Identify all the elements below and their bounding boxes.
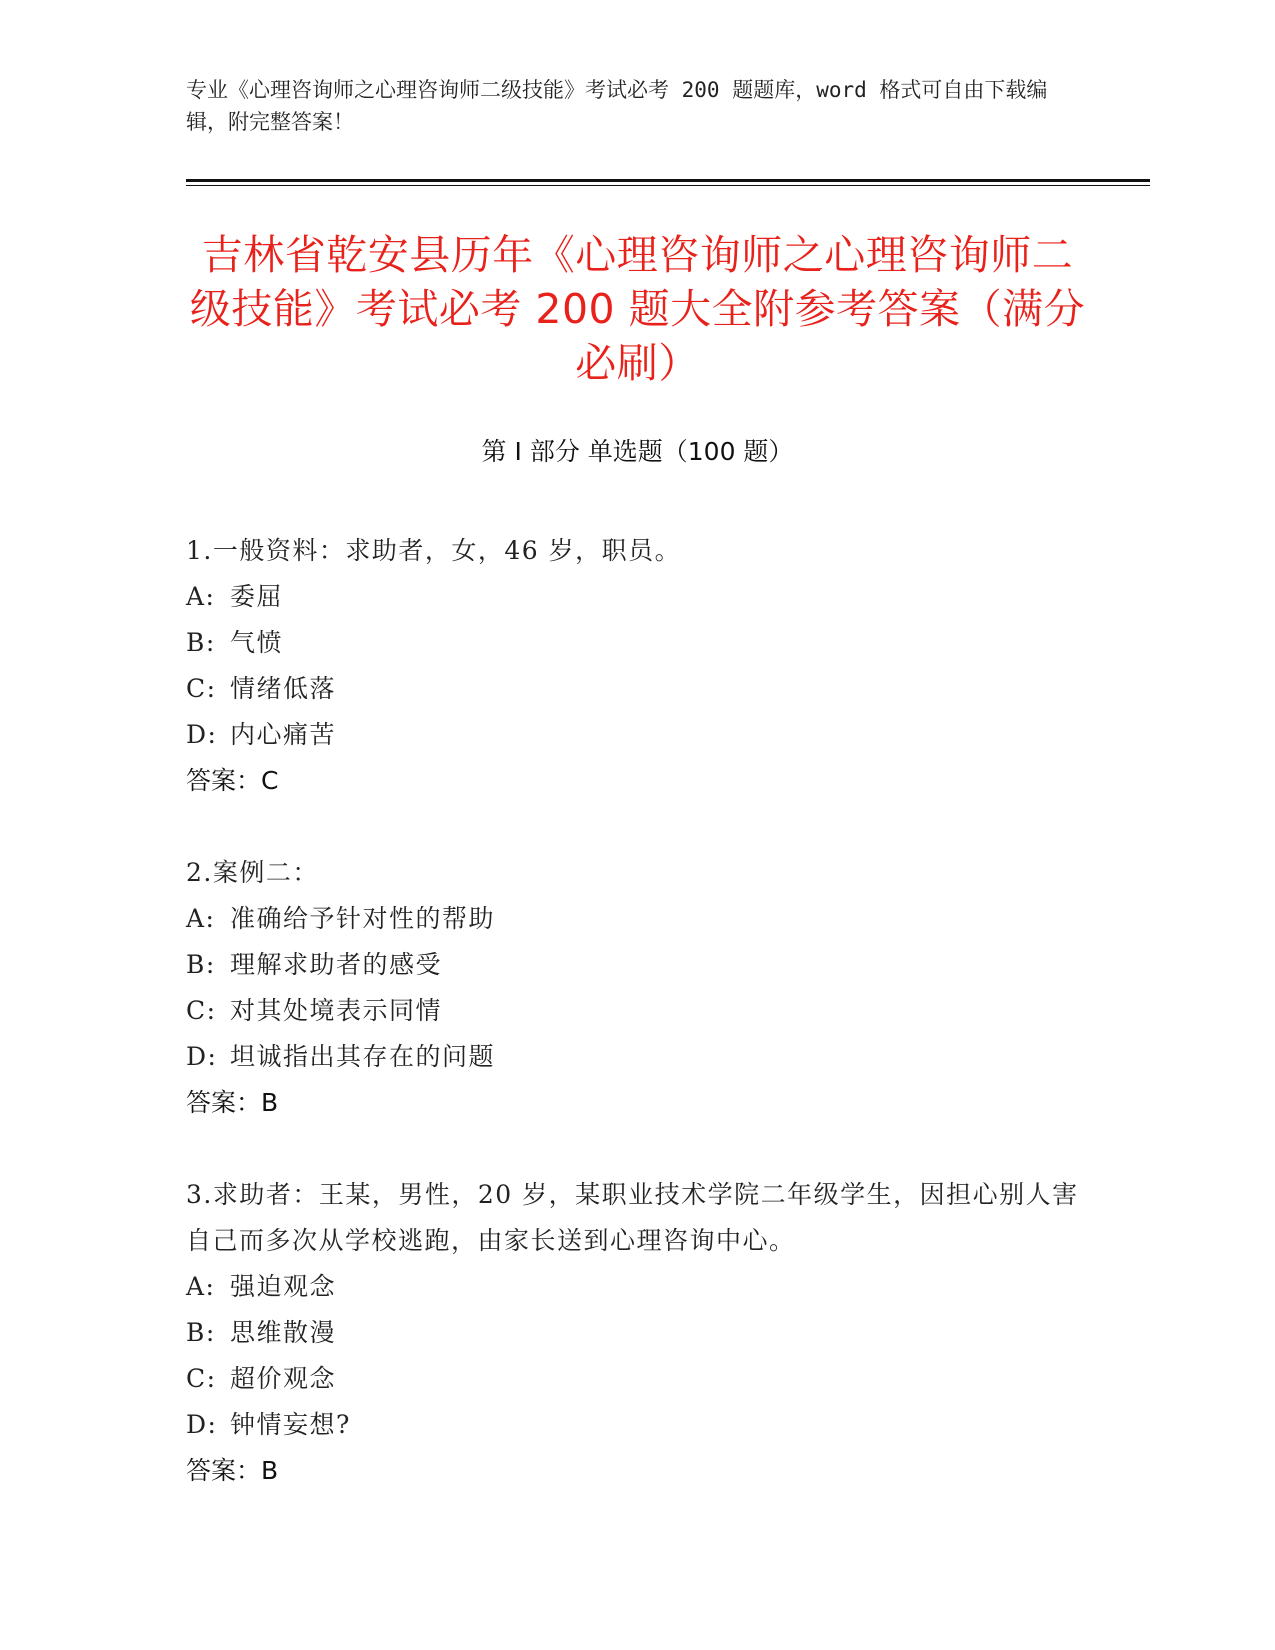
question-stem: 1.一般资料：求助者，女，46 岁，职员。 bbox=[186, 536, 682, 565]
option-d bbox=[186, 1402, 1086, 1448]
option-text: 内心痛苦 bbox=[230, 720, 337, 749]
option-text: 委屈 bbox=[230, 582, 284, 611]
question-item bbox=[186, 1172, 1086, 1494]
option-text: 对其处境表示同情 bbox=[230, 996, 443, 1025]
option-text: 超价观念 bbox=[230, 1364, 337, 1393]
question-list bbox=[186, 528, 1086, 1540]
option-letter: C: bbox=[186, 996, 217, 1025]
answer-line: 答案：B bbox=[186, 1456, 279, 1485]
option-a bbox=[186, 574, 1086, 620]
option-text: 钟情妄想? bbox=[230, 1410, 351, 1439]
header-note: 专业《心理咨询师之心理咨询师二级技能》考试必考 200 题题库，word 格式可自由下载编辑，附完整答案！ bbox=[186, 78, 1048, 134]
question-stem: 3.求助者：王某，男性，20 岁，某职业技术学院二年级学生，因担心别人害自己而多次从学校逃跑，由家长送到心理咨询中心。 bbox=[186, 1180, 1079, 1255]
document-title: 吉林省乾安县历年《心理咨询师之心理咨询师二级技能》考试必考 200 题大全附参考答案（满分必刷） bbox=[189, 231, 1086, 387]
option-letter: C: bbox=[186, 674, 217, 703]
option-d bbox=[186, 1034, 1086, 1080]
option-letter: D: bbox=[186, 1410, 218, 1439]
option-text: 准确给予针对性的帮助 bbox=[230, 904, 496, 933]
option-a bbox=[186, 896, 1086, 942]
section-title: 第 I 部分 单选题（100 题） bbox=[481, 437, 794, 466]
option-text: 坦诚指出其存在的问题 bbox=[230, 1042, 496, 1071]
option-letter: D: bbox=[186, 1042, 218, 1071]
option-b bbox=[186, 1310, 1086, 1356]
option-c bbox=[186, 988, 1086, 1034]
option-letter: A: bbox=[186, 582, 216, 611]
answer-line: 答案：B bbox=[186, 1088, 279, 1117]
option-text: 理解求助者的感受 bbox=[230, 950, 443, 979]
question-item bbox=[186, 850, 1086, 1126]
option-letter: B: bbox=[186, 950, 216, 979]
option-letter: A: bbox=[186, 904, 216, 933]
option-c bbox=[186, 666, 1086, 712]
question-stem: 2.案例二： bbox=[186, 858, 319, 887]
option-c bbox=[186, 1356, 1086, 1402]
question-item bbox=[186, 528, 1086, 804]
option-text: 思维散漫 bbox=[230, 1318, 337, 1347]
option-b bbox=[186, 942, 1086, 988]
answer-line: 答案：C bbox=[186, 766, 279, 795]
option-d bbox=[186, 712, 1086, 758]
option-text: 情绪低落 bbox=[230, 674, 337, 703]
option-letter: A: bbox=[186, 1272, 216, 1301]
option-letter: D: bbox=[186, 720, 218, 749]
option-letter: C: bbox=[186, 1364, 217, 1393]
option-text: 气愤 bbox=[230, 628, 284, 657]
option-b bbox=[186, 620, 1086, 666]
option-letter: B: bbox=[186, 628, 216, 657]
header-rule-thick bbox=[186, 179, 1150, 182]
header-rule-thin bbox=[186, 185, 1150, 186]
option-a bbox=[186, 1264, 1086, 1310]
option-text: 强迫观念 bbox=[230, 1272, 337, 1301]
option-letter: B: bbox=[186, 1318, 216, 1347]
